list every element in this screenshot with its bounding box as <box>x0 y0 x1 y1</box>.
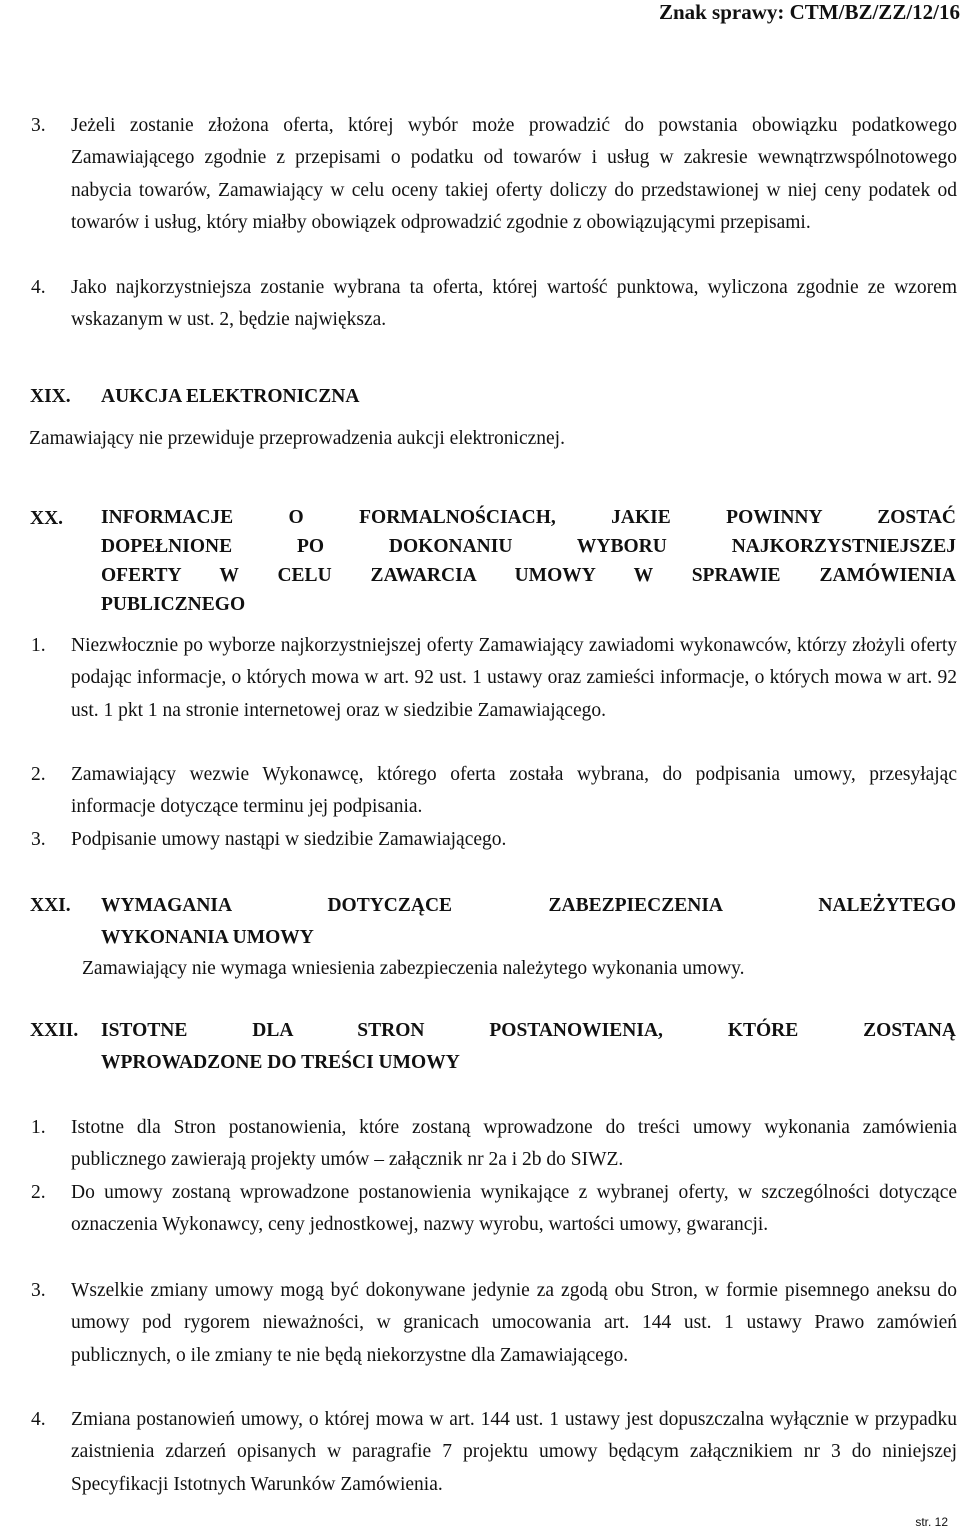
item-number: 3. <box>31 829 46 850</box>
item-text: Wszelkie zmiany umowy mogą być dokonywane jedynie za zgodą obu Stron, w formie pisemnego aneksu do umowy pod rygorem nieważności, w granicach umocowania art. 144 ust. 1 ustawy Prawo zamówień publicznych, o ile zmiany te nie będą niekorzystne dla Zamawiającego. <box>71 1280 957 1366</box>
list-item <box>31 1177 957 1242</box>
section-title <box>101 381 956 413</box>
item-text: Jeżeli zostanie złożona oferta, której wybór może prowadzić do powstania obowiązku podatkowego Zamawiającego zgodnie z przepisami o podatku od towarów i usług w zakresie wewnątrzwspólnotowego nabycia towarów, Zamawiający w celu oceny takiej oferty doliczy do przedstawionej w niej ceny podatek od towarów i usług, który miałby obowiązek odprowadzić zgodnie z obowiązującymi przepisami. <box>71 115 957 233</box>
item-text: Istotne dla Stron postanowienia, które zostaną wprowadzone do treści umowy wykonania zamówienia publicznego zawierają projekty umów – załącznik nr 2a i 2b do SIWZ. <box>71 1117 957 1171</box>
section-title-line: INFORMACJE O FORMALNOŚCIACH, JAKIE POWINNY ZOSTAĆ <box>101 507 956 528</box>
section-title-line: PUBLICZNEGO <box>101 594 246 615</box>
list-item <box>31 759 957 824</box>
item-text: Niezwłocznie po wyborze najkorzystniejszej oferty Zamawiający zawiadomi wykonawców, którzy złożyli oferty podając informacje, o których mowa w art. 92 ust. 1 ustawy oraz zamieści informacje, o których mowa w art. 92 ust. 1 pkt 1 na stronie internetowej oraz w siedzibie Zamawiającego. <box>71 635 957 721</box>
item-text: Jako najkorzystniejsza zostanie wybrana ta oferta, której wartość punktowa, wyliczona zgodnie ze wzorem wskazanym w ust. 2, będzie największa. <box>71 277 957 331</box>
item-number: 1. <box>31 1117 46 1138</box>
item-number: 4. <box>31 277 46 298</box>
section-title <box>101 1015 956 1080</box>
section-title <box>101 890 956 955</box>
section-numeral: XX. <box>30 508 64 529</box>
section-title-line: AUKCJA ELEKTRONICZNA <box>101 386 360 407</box>
section-numeral: XIX. <box>30 386 71 407</box>
list-item <box>31 1275 957 1372</box>
section-numeral: XXI. <box>30 895 71 916</box>
item-number: 2. <box>31 1182 46 1203</box>
page-number: str. 12 <box>915 1515 948 1529</box>
item-text: Podpisanie umowy nastąpi w siedzibie Zamawiającego. <box>71 829 507 850</box>
item-number: 3. <box>31 1280 46 1301</box>
list-item <box>31 1112 957 1177</box>
section-body: Zamawiający nie przewiduje przeprowadzenia aukcji elektronicznej. <box>29 428 565 449</box>
list-item <box>31 630 957 727</box>
list-item <box>31 1404 957 1501</box>
section-body: Zamawiający nie wymaga wniesienia zabezpieczenia należytego wykonania umowy. <box>82 958 745 979</box>
list-item <box>31 110 957 239</box>
list-item <box>31 272 957 337</box>
section-title <box>101 503 956 619</box>
section-title-line: OFERTY W CELU ZAWARCIA UMOWY W SPRAWIE ZAMÓWIENIA <box>101 565 956 586</box>
item-text: Do umowy zostaną wprowadzone postanowienia wynikające z wybranej oferty, w szczególności dotyczące oznaczenia Wykonawcy, ceny jednostkowej, nazwy wyrobu, wartości umowy, gwarancji. <box>71 1182 957 1236</box>
item-number: 3. <box>31 115 46 136</box>
section-title-line: WYKONANIA UMOWY <box>101 927 314 949</box>
item-number: 2. <box>31 764 46 785</box>
item-number: 4. <box>31 1409 46 1430</box>
section-title-line: ISTOTNE DLA STRON POSTANOWIENIA, KTÓRE ZOSTANĄ <box>101 1020 956 1041</box>
case-number-header: Znak sprawy: CTM/BZ/ZZ/12/16 <box>658 0 960 24</box>
section-title-line: DOPEŁNIONE PO DOKONANIU WYBORU NAJKORZYSTNIEJSZEJ <box>101 536 956 557</box>
section-numeral: XXII. <box>30 1020 79 1041</box>
section-title-line: WYMAGANIA DOTYCZĄCE ZABEZPIECZENIA NALEŻYTEGO <box>101 895 956 916</box>
list-item <box>31 824 957 856</box>
item-number: 1. <box>31 635 46 656</box>
item-text: Zmiana postanowień umowy, o której mowa w art. 144 ust. 1 ustawy jest dopuszczalna wyłącznie w przypadku zaistnienia zdarzeń opisanych w paragrafie 7 projektu umowy będącym załącznikiem nr 3 do niniejszej Specyfikacji Istotnych Warunków Zamówienia. <box>71 1409 957 1495</box>
item-text: Zamawiający wezwie Wykonawcę, którego oferta została wybrana, do podpisania umowy, przesyłając informacje dotyczące terminu jej podpisania. <box>71 764 957 818</box>
section-title-line: WPROWADZONE DO TREŚCI UMOWY <box>101 1052 460 1074</box>
